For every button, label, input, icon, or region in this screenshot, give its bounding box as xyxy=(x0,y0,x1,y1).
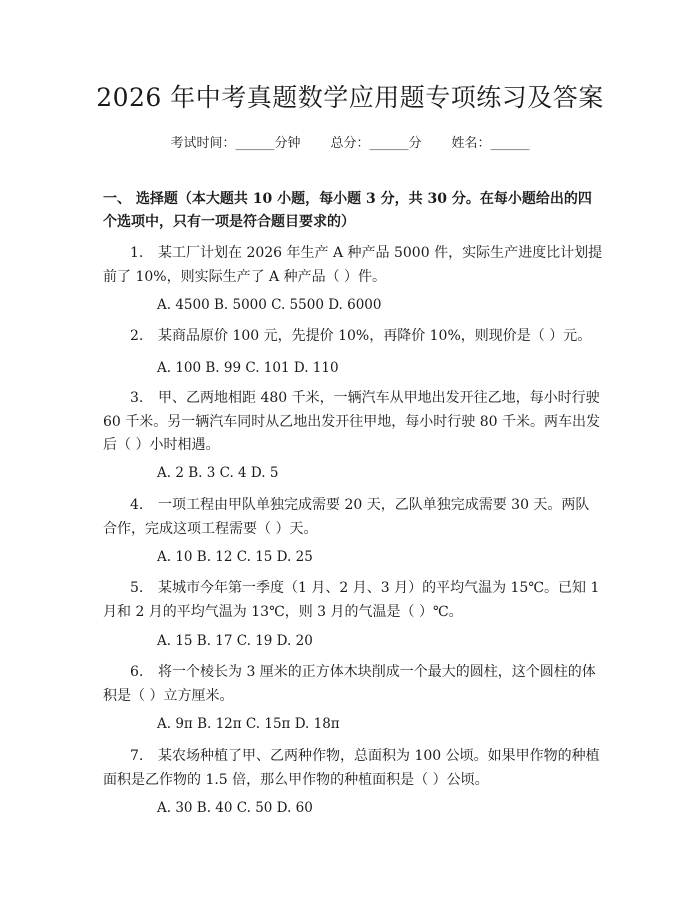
question-4 xyxy=(103,494,603,541)
question-2 xyxy=(103,325,603,349)
question-text: 某农场种植了甲、乙两种作物，总面积为 100 公顷。如果甲作物的种植面积是乙作物的 1.5 倍，那么甲作物的种植面积是（ ）公顷。 xyxy=(103,748,600,788)
question-text: 某城市今年第一季度（1 月、2 月、3 月）的平均气温为 15℃。已知 1 月和 2 月的平均气温为 13℃，则 3 月的气温是（ ）℃。 xyxy=(103,580,600,620)
question-number: 1. xyxy=(130,245,144,261)
question-6 xyxy=(103,661,603,708)
question-7 xyxy=(103,745,603,792)
time-label: 考试时间：______分钟 xyxy=(170,136,301,151)
page-title: 2026 年中考真题数学应用题专项练习及答案 xyxy=(96,83,604,112)
question-5 xyxy=(103,577,603,624)
question-2-options: A. 100 B. 99 C. 101 D. 110 xyxy=(157,360,339,376)
question-number: 3. xyxy=(130,390,144,406)
question-3 xyxy=(103,387,603,458)
question-text: 将一个棱长为 3 厘米的正方体木块削成一个最大的圆柱，这个圆柱的体积是（ ）立方厘米。 xyxy=(103,664,596,704)
question-5-options: A. 15 B. 17 C. 19 D. 20 xyxy=(157,633,313,649)
question-text: 某工厂计划在 2026 年生产 A 种产品 5000 件，实际生产进度比计划提前了 10%，则实际生产了 A 种产品（ ）件。 xyxy=(103,245,603,285)
question-text: 甲、乙两地相距 480 千米，一辆汽车从甲地出发开往乙地，每小时行驶 60 千米。另一辆汽车同时从乙地出发开往甲地，每小时行驶 80 千米。两车出发后（ ）小时相遇。 xyxy=(103,390,600,453)
question-number: 4. xyxy=(130,497,144,513)
name-label: 姓名：______ xyxy=(451,136,530,151)
question-1 xyxy=(103,242,603,289)
question-4-options: A. 10 B. 12 C. 15 D. 25 xyxy=(157,549,313,565)
section-heading: 一、 选择题（本大题共 10 小题，每小题 3 分，共 30 分。在每小题给出的四个选项中，只有一项是符合题目要求的） xyxy=(103,191,592,230)
question-number: 7. xyxy=(130,748,144,764)
question-3-options: A. 2 B. 3 C. 4 D. 5 xyxy=(157,465,279,481)
question-text: 某商品原价 100 元，先提价 10%，再降价 10%，则现价是（ ）元。 xyxy=(158,328,592,344)
question-number: 5. xyxy=(130,580,144,596)
score-label: 总分：______分 xyxy=(330,136,422,151)
question-number: 6. xyxy=(130,664,144,680)
question-number: 2. xyxy=(130,328,144,344)
question-7-options: A. 30 B. 40 C. 50 D. 60 xyxy=(157,800,313,816)
question-6-options: A. 9π B. 12π C. 15π D. 18π xyxy=(157,716,340,732)
question-1-options: A. 4500 B. 5000 C. 5500 D. 6000 xyxy=(157,297,382,313)
exam-meta xyxy=(0,132,700,151)
question-text: 一项工程由甲队单独完成需要 20 天，乙队单独完成需要 30 天。两队合作，完成这项工程需要（ ）天。 xyxy=(103,497,590,537)
